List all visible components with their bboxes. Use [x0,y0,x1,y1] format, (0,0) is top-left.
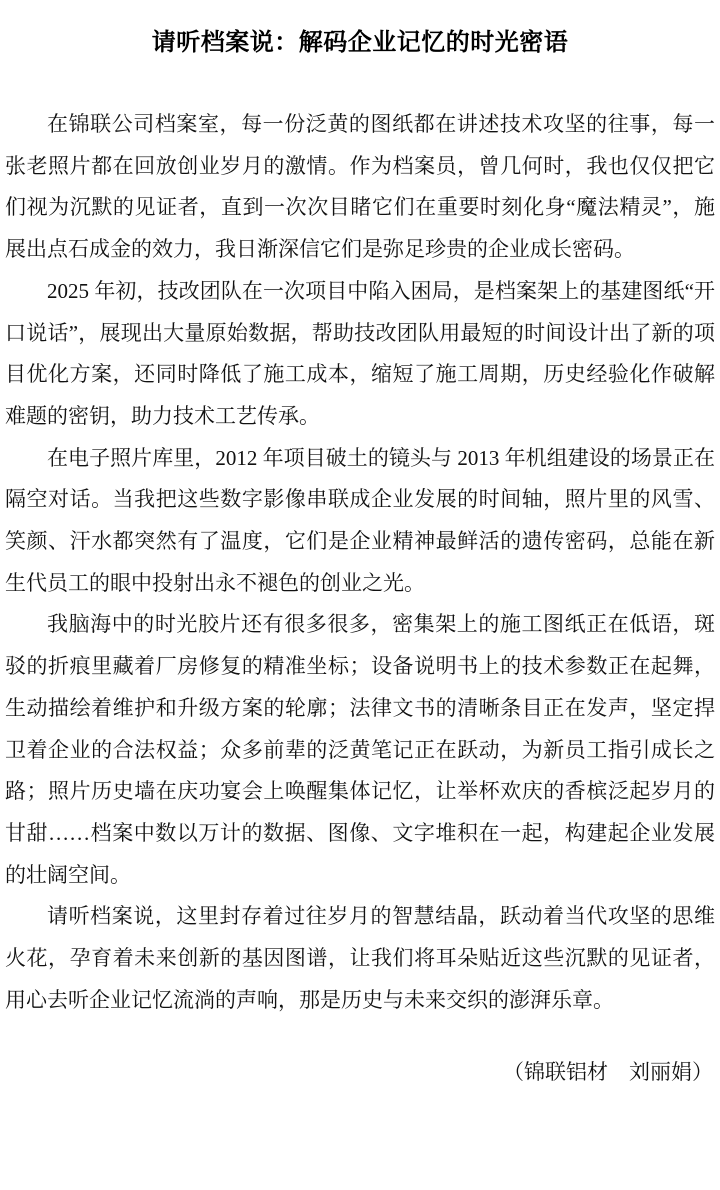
paragraph: 在电子照片库里，2012 年项目破土的镜头与 2013 年机组建设的场景正在隔空对话。当我把这些数字影像串联成企业发展的时间轴，照片里的风雪、笑颜、汗水都突然有了温度，它们是企业精神最鲜活的遗传密码，总能在新生代员工的眼中投射出永不褪色的创业之光。 [5,445,715,595]
paragraph: 请听档案说，这里封存着过往岁月的智慧结晶，跃动着当代攻坚的思维火花，孕育着未来创新的基因图谱，让我们将耳朵贴近这些沉默的见证者，用心去听企业记忆流淌的声响，那是历史与未来交织的澎湃乐章。 [5,904,715,1012]
document-body [5,104,715,1021]
document-page [0,26,720,1190]
paragraph: 我脑海中的时光胶片还有很多很多，密集架上的施工图纸正在低语，斑驳的折痕里藏着厂房修复的精准坐标；设备说明书上的技术参数正在起舞，生动描绘着维护和升级方案的轮廓；法律文书的清晰条目正在发声，坚定捍卫着企业的合法权益；众多前辈的泛黄笔记正在跃动，为新员工指引成长之路；照片历史墙在庆功宴会上唤醒集体记忆，让举杯欢庆的香槟泛起岁月的甘甜……档案中数以万计的数据、图像、文字堆积在一起，构建起企业发展的壮阔空间。 [5,612,715,887]
paragraph: 2025 年初，技改团队在一次项目中陷入困局，是档案架上的基建图纸“开口说话”，展现出大量原始数据，帮助技改团队用最短的时间设计出了新的项目优化方案，还同时降低了施工成本，缩短了施工周期，历史经验化作破解难题的密钥，助力技术工艺传承。 [5,278,715,428]
signature-line: （锦联铝材 刘丽娟） [503,1060,713,1085]
paragraph: 在锦联公司档案室，每一份泛黄的图纸都在讲述技术攻坚的往事，每一张老照片都在回放创业岁月的激情。作为档案员，曾几何时，我也仅仅把它们视为沉默的见证者，直到一次次目睹它们在重要时刻化身“魔法精灵”，施展出点石成金的效力，我日渐深信它们是弥足珍贵的企业成长密码。 [5,112,715,262]
document-title: 请听档案说：解码企业记忆的时光密语 [151,29,569,56]
